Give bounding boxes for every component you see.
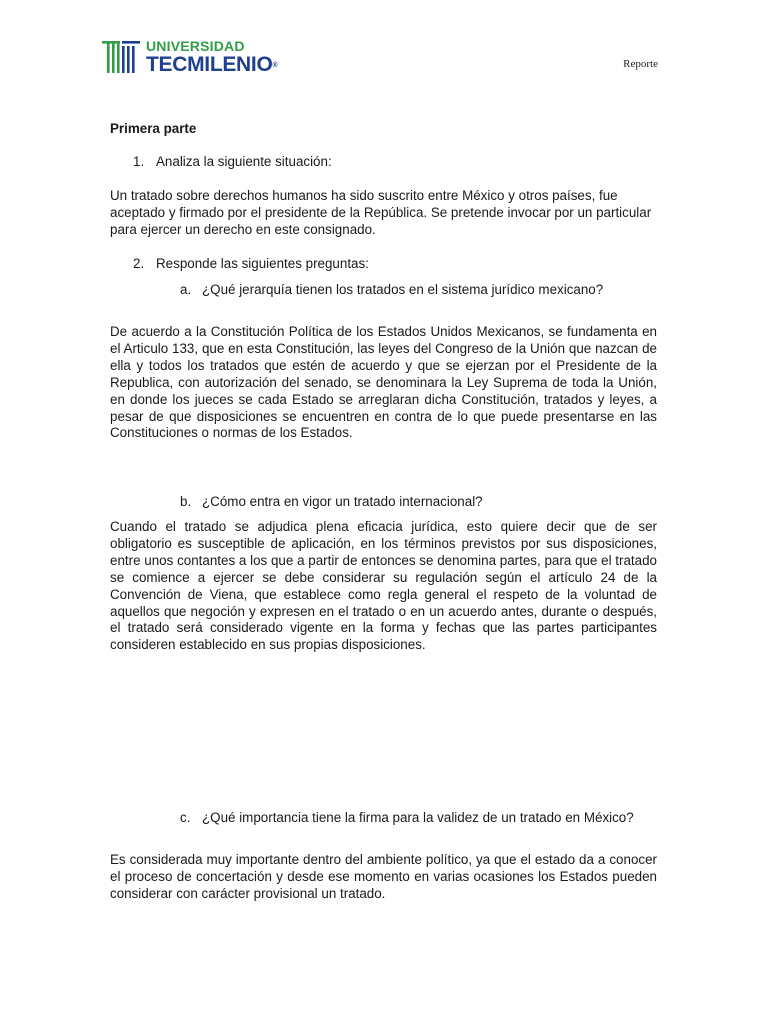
header-label: Reporte (623, 58, 658, 70)
tecmilenio-logo-mark-icon (100, 37, 142, 77)
section-title: Primera parte (110, 121, 197, 136)
question-c-text: ¿Qué importancia tiene la firma para la validez de un tratado en México? (202, 810, 634, 825)
question-a-text: ¿Qué jerarquía tienen los tratados en el sistema jurídico mexicano? (202, 282, 604, 297)
question-b-text: ¿Cómo entra en vigor un tratado internacional? (202, 494, 483, 509)
question-c-letter: c. (180, 810, 191, 825)
question-a-letter: a. (180, 282, 192, 297)
answer-b-paragraph: Cuando el tratado se adjudica plena eficacia jurídica, esto quiere decir que de ser obligatorio es susceptible de aplicación, en los términos previstos por sus disposiciones, entre unos contantes a los que a partir de entonces se denomina partes, para que el tratado se comience a ejercer se debe considerar su regulación según el artículo 24 de la Convención de Viena, que establece como regla general el respeto de la voluntad de aquellos que negoción y expresen en el tratado o en un acuerdo antes, durante o después, el tratado será considerado vigente en la forma y fechas que las partes participantes consideren establecido en sus propias disposiciones. (110, 519, 657, 653)
logo-text-tecmilenio-word: TECMILENIO (146, 53, 273, 76)
logo-text-universidad: UNIVERSIDAD (146, 38, 245, 54)
list-item-2-text: Responde las siguientes preguntas: (156, 256, 369, 271)
answer-a-paragraph: De acuerdo a la Constitución Política de los Estados Unidos Mexicanos, se fundamenta en el Articulo 133, que en esta Constitución, las leyes del Congreso de la Unión que nazcan de ella y todos los tratados que estén de acuerdo y que se ejerzan por el Presidente de la Republica, con autorización del senado, se denominara la Ley Suprema de toda la Unión, en donde los jueces se cada Estado se arreglaran dicha Constitución, tratados y leyes, a pesar de que disposiciones se encuentren en contra de lo que puede presentarse en las Constituciones o normas de los Estados. (110, 324, 657, 441)
list-item-1-number: 1. (133, 154, 145, 169)
question-b-letter: b. (180, 494, 192, 509)
answer-c-paragraph: Es considerada muy importante dentro del ambiente político, ya que el estado da a conocer el proceso de concertación y desde ese momento en varias ocasiones los Estados pueden considerar con carácter provisional un tratado. (110, 852, 657, 901)
logo-text-tecmilenio (146, 53, 277, 77)
registered-mark: ® (272, 62, 278, 69)
situation-paragraph: Un tratado sobre derechos humanos ha sido suscrito entre México y otros países, fue aceptado y firmado por el presidente de la República. Se pretende invocar por un particular para ejercer un derecho en este consignado. (110, 188, 652, 237)
list-item-2-number: 2. (133, 256, 145, 271)
list-item-1-text: Analiza la siguiente situación: (156, 154, 332, 169)
